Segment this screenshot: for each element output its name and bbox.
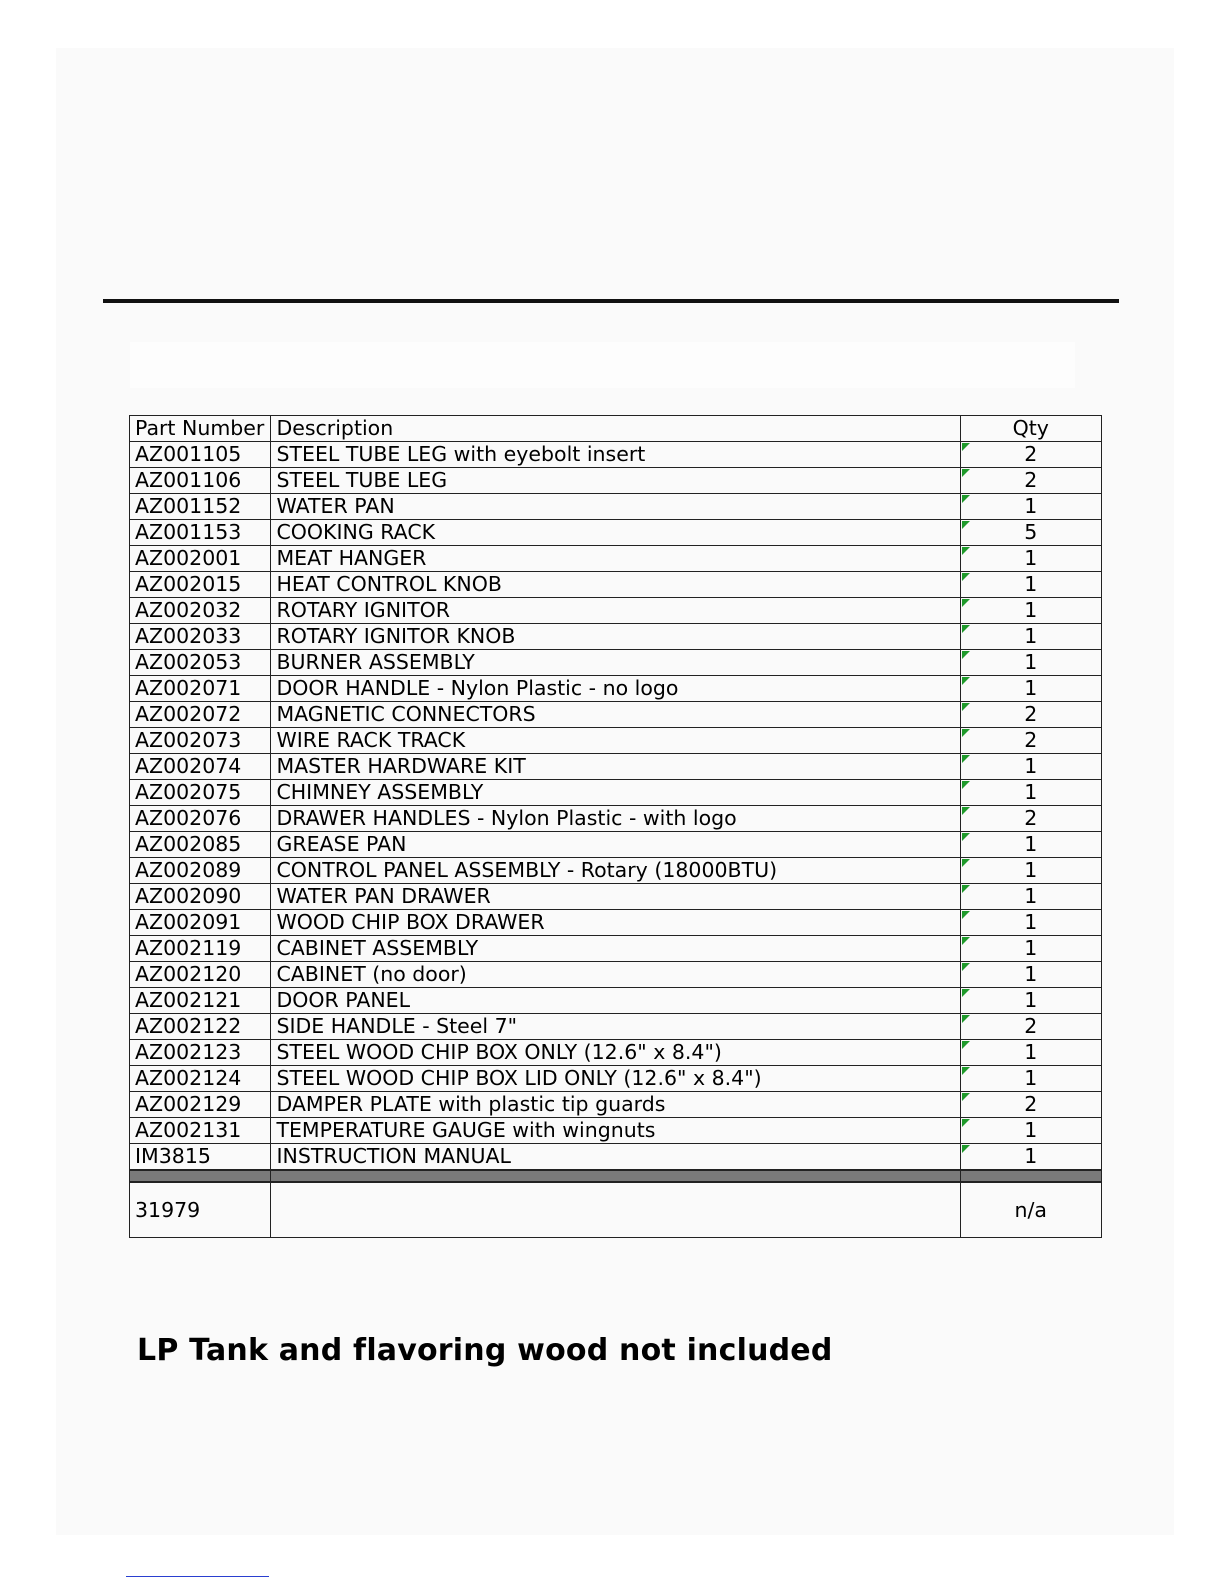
- table-divider: [130, 1170, 1102, 1182]
- qty-cell: 2: [960, 702, 1101, 728]
- table-row: [130, 806, 1102, 832]
- table-footer-row: [130, 1182, 1102, 1238]
- table-row: [130, 1066, 1102, 1092]
- qty-cell: 1: [960, 572, 1101, 598]
- table-row: [130, 598, 1102, 624]
- description-cell: STEEL WOOD CHIP BOX LID ONLY (12.6" x 8.4"): [271, 1066, 960, 1092]
- description-cell: CHIMNEY ASSEMBLY: [271, 780, 960, 806]
- part-number-cell: AZ002085: [130, 832, 271, 858]
- table-row: [130, 1092, 1102, 1118]
- part-number-cell: AZ002123: [130, 1040, 271, 1066]
- table-body: [130, 442, 1102, 1171]
- footer-qty: n/a: [960, 1182, 1101, 1238]
- header-description: Description: [271, 416, 960, 442]
- table-row: [130, 988, 1102, 1014]
- description-cell: DRAWER HANDLES - Nylon Plastic - with logo: [271, 806, 960, 832]
- qty-cell: 1: [960, 858, 1101, 884]
- parts-table: [129, 415, 1102, 1238]
- qty-cell: 2: [960, 806, 1101, 832]
- qty-cell: 1: [960, 546, 1101, 572]
- part-number-cell: AZ002124: [130, 1066, 271, 1092]
- qty-cell: 1: [960, 1040, 1101, 1066]
- table-row: [130, 1014, 1102, 1040]
- table-row: [130, 936, 1102, 962]
- part-number-cell: AZ002089: [130, 858, 271, 884]
- table-row: [130, 780, 1102, 806]
- part-number-cell: AZ002015: [130, 572, 271, 598]
- table-row: [130, 1040, 1102, 1066]
- table-row: [130, 702, 1102, 728]
- part-number-cell: AZ002076: [130, 806, 271, 832]
- qty-cell: 1: [960, 494, 1101, 520]
- description-cell: DOOR HANDLE - Nylon Plastic - no logo: [271, 676, 960, 702]
- footer-part-number: 31979: [130, 1182, 271, 1238]
- qty-cell: 1: [960, 676, 1101, 702]
- table-row: [130, 546, 1102, 572]
- qty-cell: 2: [960, 468, 1101, 494]
- description-cell: STEEL TUBE LEG: [271, 468, 960, 494]
- description-cell: HEAT CONTROL KNOB: [271, 572, 960, 598]
- table-row: [130, 572, 1102, 598]
- part-number-cell: AZ002122: [130, 1014, 271, 1040]
- description-cell: MASTER HARDWARE KIT: [271, 754, 960, 780]
- qty-cell: 2: [960, 728, 1101, 754]
- qty-cell: 2: [960, 442, 1101, 468]
- part-number-cell: AZ002001: [130, 546, 271, 572]
- qty-cell: 1: [960, 884, 1101, 910]
- table-row: [130, 962, 1102, 988]
- description-cell: INSTRUCTION MANUAL: [271, 1144, 960, 1171]
- description-cell: STEEL TUBE LEG with eyebolt insert: [271, 442, 960, 468]
- qty-cell: 5: [960, 520, 1101, 546]
- table-row: [130, 624, 1102, 650]
- table-row: [130, 650, 1102, 676]
- header-part-number: Part Number: [130, 416, 271, 442]
- part-number-cell: AZ002129: [130, 1092, 271, 1118]
- table-row: [130, 728, 1102, 754]
- qty-cell: 1: [960, 754, 1101, 780]
- qty-cell: 1: [960, 598, 1101, 624]
- qty-cell: 1: [960, 1144, 1101, 1171]
- description-cell: STEEL WOOD CHIP BOX ONLY (12.6" x 8.4"): [271, 1040, 960, 1066]
- description-cell: GREASE PAN: [271, 832, 960, 858]
- description-cell: TEMPERATURE GAUGE with wingnuts: [271, 1118, 960, 1144]
- table-row: [130, 884, 1102, 910]
- qty-cell: 2: [960, 1092, 1101, 1118]
- description-cell: MAGNETIC CONNECTORS: [271, 702, 960, 728]
- table-row: [130, 858, 1102, 884]
- description-cell: ROTARY IGNITOR: [271, 598, 960, 624]
- part-number-cell: AZ001152: [130, 494, 271, 520]
- footer-description: [271, 1182, 960, 1238]
- qty-cell: 1: [960, 1118, 1101, 1144]
- description-cell: ROTARY IGNITOR KNOB: [271, 624, 960, 650]
- note-text: LP Tank and flavoring wood not included: [137, 1333, 833, 1368]
- table-row: [130, 468, 1102, 494]
- part-number-cell: AZ002074: [130, 754, 271, 780]
- description-cell: CONTROL PANEL ASSEMBLY - Rotary (18000BTU): [271, 858, 960, 884]
- qty-cell: 1: [960, 910, 1101, 936]
- part-number-cell: AZ002090: [130, 884, 271, 910]
- part-number-cell: AZ001106: [130, 468, 271, 494]
- table-row: [130, 832, 1102, 858]
- part-number-cell: AZ002071: [130, 676, 271, 702]
- description-cell: DOOR PANEL: [271, 988, 960, 1014]
- table-row: [130, 442, 1102, 468]
- description-cell: WIRE RACK TRACK: [271, 728, 960, 754]
- description-cell: BURNER ASSEMBLY: [271, 650, 960, 676]
- part-number-cell: AZ002075: [130, 780, 271, 806]
- table-row: [130, 754, 1102, 780]
- qty-cell: 1: [960, 650, 1101, 676]
- part-number-cell: AZ002073: [130, 728, 271, 754]
- description-cell: WOOD CHIP BOX DRAWER: [271, 910, 960, 936]
- part-number-cell: AZ002053: [130, 650, 271, 676]
- part-number-cell: AZ002119: [130, 936, 271, 962]
- description-cell: WATER PAN DRAWER: [271, 884, 960, 910]
- description-cell: SIDE HANDLE - Steel 7": [271, 1014, 960, 1040]
- description-cell: MEAT HANGER: [271, 546, 960, 572]
- blank-header-box: [130, 342, 1075, 388]
- qty-cell: 1: [960, 624, 1101, 650]
- qty-cell: 1: [960, 832, 1101, 858]
- table-row: [130, 1144, 1102, 1171]
- description-cell: COOKING RACK: [271, 520, 960, 546]
- qty-cell: 2: [960, 1014, 1101, 1040]
- table-row: [130, 676, 1102, 702]
- description-cell: WATER PAN: [271, 494, 960, 520]
- part-number-cell: AZ001105: [130, 442, 271, 468]
- part-number-cell: AZ002131: [130, 1118, 271, 1144]
- table-row: [130, 1118, 1102, 1144]
- table-header-row: [130, 416, 1102, 442]
- horizontal-rule: [103, 299, 1119, 303]
- qty-cell: 1: [960, 936, 1101, 962]
- description-cell: CABINET ASSEMBLY: [271, 936, 960, 962]
- part-number-cell: IM3815: [130, 1144, 271, 1171]
- part-number-cell: AZ002091: [130, 910, 271, 936]
- qty-cell: 1: [960, 962, 1101, 988]
- footer-link-underline: [126, 1576, 269, 1577]
- qty-cell: 1: [960, 988, 1101, 1014]
- part-number-cell: AZ002033: [130, 624, 271, 650]
- header-qty: Qty: [960, 416, 1101, 442]
- description-cell: DAMPER PLATE with plastic tip guards: [271, 1092, 960, 1118]
- part-number-cell: AZ001153: [130, 520, 271, 546]
- table-row: [130, 910, 1102, 936]
- part-number-cell: AZ002032: [130, 598, 271, 624]
- qty-cell: 1: [960, 780, 1101, 806]
- description-cell: CABINET (no door): [271, 962, 960, 988]
- qty-cell: 1: [960, 1066, 1101, 1092]
- part-number-cell: AZ002121: [130, 988, 271, 1014]
- part-number-cell: AZ002120: [130, 962, 271, 988]
- table-row: [130, 520, 1102, 546]
- table-row: [130, 494, 1102, 520]
- part-number-cell: AZ002072: [130, 702, 271, 728]
